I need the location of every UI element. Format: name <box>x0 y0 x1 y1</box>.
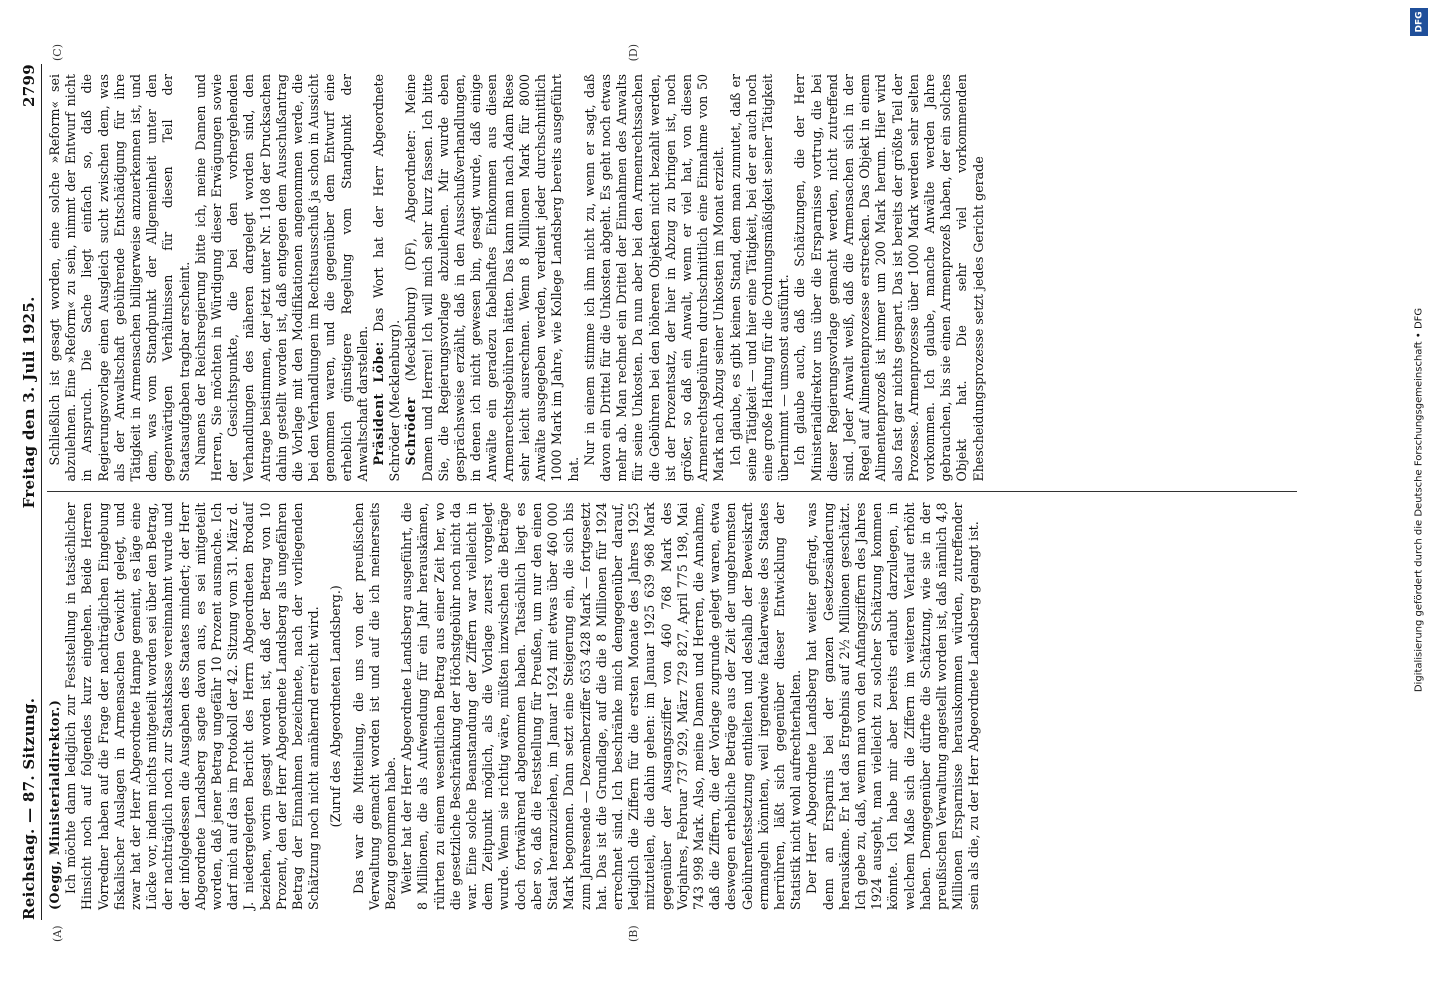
column-right <box>47 64 1297 492</box>
paragraph: Das war die Mitteilung, die uns von der preußischen Verwaltung gemacht worden ist und auf die ich meinerseits Bezug genommen habe. <box>350 502 399 910</box>
interjection: (Zuruf des Abgeordneten Landsberg.) <box>328 585 344 828</box>
speaker-name: Schröder <box>403 397 419 466</box>
page-number: 2799 <box>20 64 38 107</box>
speaker-line: (Oegg, Ministerialdirektor.) <box>47 699 62 910</box>
paragraph: Schließlich ist gesagt worden, eine solche »Reform« sei abzulehnen. Eine »Reform« zu sein, nimmt der Entwurf nicht in Anspruch. Die Sache liegt einfach so, daß die Regierungsvorlage einen Ausgleich sucht zwischen dem, was als der Anwaltschaft gebührende Entschädigung für ihre Tätigkeit in Armensachen billigerweise anzuerkennen ist, und dem, was vom Standpunkt der Allgemeinheit unter den gegenwärtigen Verhältnissen für diesen Teil der Staatsaufgaben tragbar erscheint. <box>47 74 192 482</box>
paragraph: Ich glaube auch, daß die Schätzungen, die der Herr Ministerialdirektor uns über die Ersparnisse vortrug, die bei dieser Regierungsvorlage gemacht werden, nicht zutreffend sind. Jeder Anwalt weiß, daß die Armensachen sich in der Regel auf Alimentenprozesse erstrecken. Das Objekt in einem Alimentenprozeß ist immer um 200 Mark herum. Hier wird also fast gar nichts gespart. Das ist bereits der größte Teil der Prozesse. Armenprozesse über 1000 Mark werden sehr selten vorkommen. Ich glaube, manche Anwälte werden Jahre gebrauchen, bis sie einen Armenprozeß haben, der ein solches Objekt hat. Die sehr viel vorkommenden Ehescheidungsprozesse setzt jedes Gericht gerade <box>792 74 986 482</box>
rotated-document-page <box>7 44 1307 944</box>
paragraph: Nur in einem stimme ich ihm nicht zu, wenn er sagt, daß davon ein Drittel für die Unkosten abgeht. Es geht noch etwas mehr ab. Man rechnet ein Drittel der Einnahmen des Anwalts für seine Unkosten. Da nun aber bei den Armenrechtssachen die Gebühren bei den höheren Objekten nicht bezahlt werden, ist der Prozentsatz, der hier in Abzug zu bringen ist, noch größer, so daß ein Anwalt, wenn er viel hat, von diesen Armenrechtsgebühren durchschnittlich eine Einnahme von 50 Mark nach Abzug seiner Unkosten im Monat erzielt. <box>581 74 727 482</box>
paragraph: Ich möchte dann lediglich zur Feststellung in tatsächlicher Hinsicht noch auf folgendes kurz eingehen. Beide Herren Vorredner haben auf die Frage der nachträglichen Eingebung fiskalischer Auslagen in Armensachen Gewicht gelegt, und zwar hat der Herr Abgeordnete Hampe gemeint, es läge eine Lücke vor, indem nichts mitgeteilt worden sei über den Betrag, der nachträglich noch zur Staatskasse vereinnahmt wurde und der infolgedessen die Ausgaben des Staates mindert; der Herr Abgeordnete Landsberg sagte davon aus, es sei mitgeteilt worden, daß jener Betrag ungefähr 10 Prozent ausmache. Ich darf mich auf das im Protokoll der 42. Sitzung vom 31. März d. J. niedergelegten Bericht des Herrn Abgeordneten Brodauf beziehen, worin gesagt worden ist, daß der Betrag von 10 Prozent, den der Herr Abgeordnete Landsberg als ungefähren Betrag der Einnahmen bezeichnete, nach der vorliegenden Schätzung noch nicht annähernd erreicht wird. <box>63 502 322 910</box>
speaker-name: Präsident Löbe: <box>371 341 387 466</box>
running-head <box>17 64 42 920</box>
dfg-credit-text: Digitalisierung gefördert durch die Deutsche Forschungsgemeinschaft • DFG <box>1413 307 1425 693</box>
margin-letter-d: (D) <box>627 44 640 62</box>
margin-letter-c: (C) <box>51 44 64 61</box>
margin-letter-b: (B) <box>627 925 640 942</box>
column-left <box>47 493 1297 921</box>
paragraph: Namens der Reichsregierung bitte ich, meine Damen und Herren, Sie möchten in Würdigung dieser Erwägungen sowie der Gesichtspunkte, die bei den vorhergehenden Verhandlungen des näheren dargelegt worden sind, den Antrage beistimmen, der jetzt unter Nr. 1108 der Drucksachen dahin gestellt worden ist, daß entgegen dem Ausschußantrag die Vorlage mit den Modifikationen angenommen werde, die bei den Verhandlungen im Rechtsausschuß ja schon in Aussicht genommen waren, und die gegenüber dem Entwurf eine erheblich günstigere Regelung vom Standpunkt der Anwaltschaft darstellen. <box>192 74 370 482</box>
margin-letter-a: (A) <box>51 925 64 942</box>
running-head-date: Freitag den 3. Juli 1925. <box>20 296 38 509</box>
paragraph: Schröder (Mecklenburg) (DF), Abgeordneter: Meine Damen und Herren! Ich will mich sehr kurz fassen. Ich bitte Sie, die Regierungsvorlage abzulehnen. Mir wurde eben gesprächsweise erzählt, daß in den Ausschußverhandlungen, in denen ich nicht gewesen bin, gesagt wurde, daß einige Anwälte ein geradezu fabelhaftes Einkommen aus diesen Armenrechtsgebühren hätten. Das kann man nach Adam Riese sehr leicht ausrechnen. Wenn 8 Millionen Mark für 8000 Anwälte ausgegeben werden, verdient jeder durchschnittlich 1000 Mark im Jahre, wie Kollege Landsberg bereits ausgeführt hat. <box>403 74 581 482</box>
dfg-sidebar <box>1408 8 1430 993</box>
running-head-left: Reichstag. — 87. Sitzung. <box>20 697 38 920</box>
paragraph: Ich glaube, es gibt keinen Stand, dem man zumutet, daß er seine Tätigkeit — und hier eine Tätigkeit, bei der er auch noch eine große Haftung für die Ordnungsmäßigkeit seiner Tätigkeit übernimmt — umsonst ausführt. <box>727 74 792 482</box>
text-columns <box>47 64 1297 920</box>
paragraph: Weiter hat der Herr Abgeordnete Landsberg ausgeführt, die 8 Millionen, die als Aufwendung für ein Jahr herauskämen, rührten zu einem wesentlichen Betrag aus einer Zeit her, wo die gesetzliche Beschränkung der Höchstgebühr noch nicht da war. Eine solche Beanstandung der Ziffern war vielleicht in dem Zeitpunkt möglich, als die Vorlage zuerst vorgelegt wurde. Wenn sie richtig wäre, müßten inzwischen die Beträge doch fortwährend abgenommen haben. Tatsächlich liegt es aber so, daß die Feststellung für Preußen, um nur den einen Staat heranzuziehen, im Januar 1924 mit etwas über 460 000 Mark begonnen. Dann setzt eine Steigerung ein, die sich bis zum Jahresende — Dezemberziffer 653 428 Mark — fortgesetzt hat. Das ist die Grundlage, auf die die 8 Millionen für 1924 errechnet sind. Ich beschränke mich demgegenüber darauf, lediglich die Ziffern für die ersten Monate des Jahres 1925 mitzuteilen, die dahin gehen: im Januar 1925 639 968 Mark gegenüber der Ausgangsziffer von 460 768 Mark des Vorjahres, Februar 737 929, März 729 827, April 775 198, Mai 743 998 Mark. Also, meine Damen und Herren, die Annahme, daß die Ziffern, die der Vorlage zugrunde gelegt waren, etwa deswegen erhebliche Beträge aus der Zeit der ungebremsten Gebührenfestsetzung enthielten und deshalb der Beweiskraft ermangeln könnten, weil irgendwie fatalerweise des Staates herrühren, läßt sich gegenüber dieser Entwicklung der Statistik nicht wohl aufrechterhalten. <box>399 502 804 910</box>
column-rule <box>47 492 1297 493</box>
paragraph: Präsident Löbe: Das Wort hat der Herr Abgeordnete Schröder (Mecklenburg). <box>371 74 403 482</box>
dfg-logo: DFG <box>1410 8 1428 36</box>
paragraph: Der Herr Abgeordnete Landsberg hat weiter gefragt, was denn an Ersparnis bei der ganzen Gesetzesänderung herauskäme. Er hat das Ergebnis auf 2½ Millionen geschätzt. Ich gebe zu, daß, wenn man von den Anfangsziffern des Jahres 1924 ausgeht, man vielleicht zu solcher Schätzung kommen könnte. Ich habe mir aber bereits erlaubt darzulegen, in welchem Maße sich die Ziffern im weiteren Verlauf erhöht haben. Demgegenüber dürfte die Schätzung, wie sie in der preußischen Verwaltung angestellt worden ist, daß nämlich 4,8 Millionen Ersparnisse herauskommen würden, zutreffender sein als die, zu der Herr Abgeordnete Landsberg gelangt ist. <box>804 502 982 910</box>
